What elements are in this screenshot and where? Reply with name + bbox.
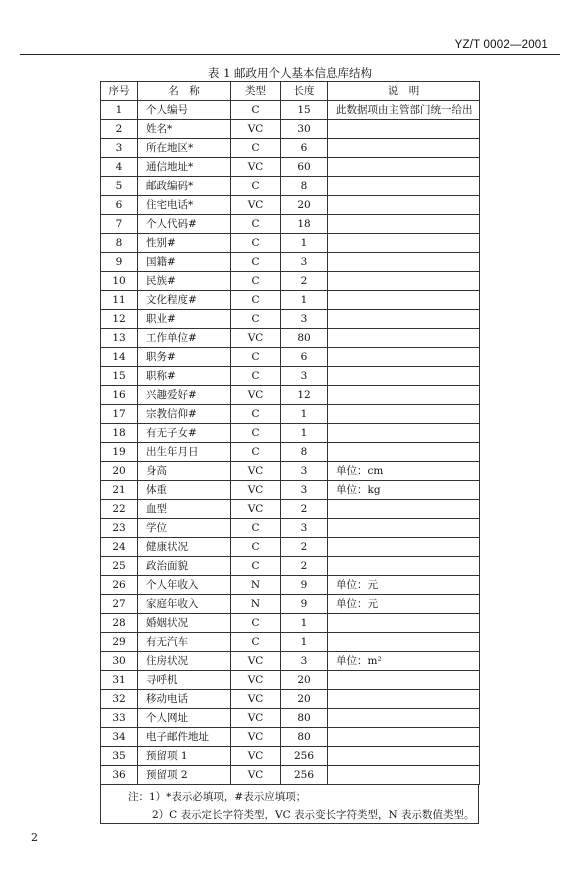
cell-description <box>328 158 480 177</box>
table-row <box>101 500 480 519</box>
cell-type: C <box>231 272 281 291</box>
cell-seq: 4 <box>101 158 138 177</box>
cell-type: VC <box>231 386 281 405</box>
cell-type: C <box>231 614 281 633</box>
cell-name: 电子邮件地址 <box>138 728 231 747</box>
cell-seq: 20 <box>101 462 138 481</box>
table-body <box>101 101 480 785</box>
cell-name: 性别# <box>138 234 231 253</box>
table-row <box>101 481 480 500</box>
cell-seq: 18 <box>101 424 138 443</box>
cell-description <box>328 253 480 272</box>
cell-seq: 31 <box>101 671 138 690</box>
cell-name: 血型 <box>138 500 231 519</box>
table-row <box>101 424 480 443</box>
cell-seq: 36 <box>101 766 138 785</box>
cell-seq: 21 <box>101 481 138 500</box>
cell-type: C <box>231 443 281 462</box>
column-header-type: 类型 <box>231 82 281 101</box>
cell-length: 256 <box>281 766 328 785</box>
cell-name: 文化程度# <box>138 291 231 310</box>
cell-description <box>328 272 480 291</box>
note-line-1: 注：1）*表示必填项，#表示应填项； <box>128 791 307 803</box>
cell-seq: 8 <box>101 234 138 253</box>
cell-length: 20 <box>281 690 328 709</box>
cell-seq: 2 <box>101 120 138 139</box>
cell-seq: 25 <box>101 557 138 576</box>
table-row <box>101 690 480 709</box>
cell-name: 体重 <box>138 481 231 500</box>
cell-length: 1 <box>281 614 328 633</box>
table-row <box>101 595 480 614</box>
header-rule <box>20 54 560 55</box>
cell-name: 职称# <box>138 367 231 386</box>
cell-type: N <box>231 595 281 614</box>
cell-seq: 9 <box>101 253 138 272</box>
cell-description <box>328 671 480 690</box>
cell-seq: 6 <box>101 196 138 215</box>
data-structure-table <box>100 81 480 785</box>
cell-length: 1 <box>281 633 328 652</box>
cell-description <box>328 120 480 139</box>
table-row <box>101 196 480 215</box>
cell-type: C <box>231 538 281 557</box>
cell-type: C <box>231 519 281 538</box>
cell-type: VC <box>231 158 281 177</box>
table-row <box>101 766 480 785</box>
cell-type: N <box>231 576 281 595</box>
cell-length: 1 <box>281 234 328 253</box>
cell-length: 18 <box>281 215 328 234</box>
cell-length: 8 <box>281 443 328 462</box>
cell-length: 60 <box>281 158 328 177</box>
table-title: 表 1 邮政用个人基本信息库结构 <box>207 66 373 80</box>
cell-type: C <box>231 291 281 310</box>
table-row <box>101 728 480 747</box>
standard-code: YZ/T 0002—2001 <box>454 39 548 51</box>
cell-name: 民族# <box>138 272 231 291</box>
cell-type: C <box>231 348 281 367</box>
cell-name: 预留项 1 <box>138 747 231 766</box>
cell-name: 个人网址 <box>138 709 231 728</box>
table-row <box>101 215 480 234</box>
table-row <box>101 158 480 177</box>
column-header-description: 说 明 <box>328 82 480 101</box>
cell-name: 个人代码# <box>138 215 231 234</box>
cell-name: 职业# <box>138 310 231 329</box>
cell-seq: 27 <box>101 595 138 614</box>
cell-description <box>328 443 480 462</box>
cell-length: 9 <box>281 595 328 614</box>
table-row <box>101 272 480 291</box>
table-row <box>101 101 480 120</box>
cell-length: 80 <box>281 709 328 728</box>
cell-name: 健康状况 <box>138 538 231 557</box>
cell-name: 通信地址* <box>138 158 231 177</box>
note-line-2: 2）C 表示定长字符类型，VC 表示变长字符类型，N 表示数值类型。 <box>152 809 475 821</box>
cell-length: 1 <box>281 291 328 310</box>
cell-description <box>328 424 480 443</box>
cell-length: 1 <box>281 424 328 443</box>
cell-length: 2 <box>281 557 328 576</box>
cell-length: 3 <box>281 481 328 500</box>
cell-type: C <box>231 310 281 329</box>
cell-name: 寻呼机 <box>138 671 231 690</box>
cell-name: 家庭年收入 <box>138 595 231 614</box>
cell-description: 单位：m² <box>328 652 480 671</box>
cell-name: 姓名* <box>138 120 231 139</box>
cell-type: C <box>231 367 281 386</box>
table-row <box>101 519 480 538</box>
cell-name: 所在地区* <box>138 139 231 158</box>
cell-length: 6 <box>281 348 328 367</box>
cell-type: VC <box>231 709 281 728</box>
cell-type: C <box>231 177 281 196</box>
cell-seq: 15 <box>101 367 138 386</box>
cell-description <box>328 310 480 329</box>
table-row <box>101 652 480 671</box>
cell-length: 3 <box>281 519 328 538</box>
cell-description <box>328 329 480 348</box>
table-row <box>101 462 480 481</box>
cell-seq: 34 <box>101 728 138 747</box>
cell-length: 1 <box>281 405 328 424</box>
cell-name: 学位 <box>138 519 231 538</box>
column-header-length: 长度 <box>281 82 328 101</box>
cell-type: C <box>231 139 281 158</box>
table-row <box>101 310 480 329</box>
cell-length: 3 <box>281 253 328 272</box>
cell-type: C <box>231 557 281 576</box>
cell-description <box>328 139 480 158</box>
table-row <box>101 747 480 766</box>
cell-length: 30 <box>281 120 328 139</box>
table-row <box>101 709 480 728</box>
cell-length: 256 <box>281 747 328 766</box>
cell-description <box>328 500 480 519</box>
cell-seq: 16 <box>101 386 138 405</box>
cell-name: 有无子女# <box>138 424 231 443</box>
cell-seq: 5 <box>101 177 138 196</box>
cell-name: 身高 <box>138 462 231 481</box>
cell-seq: 28 <box>101 614 138 633</box>
table-row <box>101 576 480 595</box>
cell-description: 单位：cm <box>328 462 480 481</box>
cell-length: 20 <box>281 196 328 215</box>
cell-length: 80 <box>281 329 328 348</box>
cell-name: 国籍# <box>138 253 231 272</box>
cell-seq: 3 <box>101 139 138 158</box>
cell-name: 出生年月日 <box>138 443 231 462</box>
table-row <box>101 329 480 348</box>
cell-name: 政治面貌 <box>138 557 231 576</box>
cell-type: VC <box>231 462 281 481</box>
table-notes <box>100 784 479 824</box>
cell-description <box>328 747 480 766</box>
cell-description <box>328 633 480 652</box>
cell-description <box>328 234 480 253</box>
table-header-row <box>101 82 480 101</box>
table-row <box>101 177 480 196</box>
cell-name: 个人编号 <box>138 101 231 120</box>
table-row <box>101 253 480 272</box>
cell-name: 邮政编码* <box>138 177 231 196</box>
cell-type: VC <box>231 329 281 348</box>
table-row <box>101 348 480 367</box>
cell-seq: 10 <box>101 272 138 291</box>
cell-seq: 23 <box>101 519 138 538</box>
cell-seq: 12 <box>101 310 138 329</box>
table-row <box>101 557 480 576</box>
cell-description <box>328 405 480 424</box>
cell-seq: 19 <box>101 443 138 462</box>
cell-type: C <box>231 424 281 443</box>
cell-seq: 30 <box>101 652 138 671</box>
table-row <box>101 234 480 253</box>
cell-type: VC <box>231 652 281 671</box>
cell-seq: 17 <box>101 405 138 424</box>
cell-seq: 29 <box>101 633 138 652</box>
table-row <box>101 443 480 462</box>
cell-seq: 13 <box>101 329 138 348</box>
column-header-name: 名 称 <box>138 82 231 101</box>
cell-type: VC <box>231 120 281 139</box>
cell-length: 3 <box>281 462 328 481</box>
cell-description <box>328 177 480 196</box>
cell-name: 兴趣爱好# <box>138 386 231 405</box>
cell-name: 宗教信仰# <box>138 405 231 424</box>
cell-length: 15 <box>281 101 328 120</box>
cell-type: VC <box>231 196 281 215</box>
cell-name: 移动电话 <box>138 690 231 709</box>
cell-description <box>328 291 480 310</box>
cell-length: 6 <box>281 139 328 158</box>
cell-description <box>328 538 480 557</box>
cell-description: 单位：元 <box>328 595 480 614</box>
cell-type: C <box>231 215 281 234</box>
cell-length: 12 <box>281 386 328 405</box>
cell-seq: 26 <box>101 576 138 595</box>
cell-type: VC <box>231 747 281 766</box>
cell-length: 2 <box>281 538 328 557</box>
cell-description <box>328 766 480 785</box>
cell-description <box>328 519 480 538</box>
cell-seq: 22 <box>101 500 138 519</box>
cell-length: 8 <box>281 177 328 196</box>
table-row <box>101 614 480 633</box>
cell-description <box>328 690 480 709</box>
table-row <box>101 367 480 386</box>
cell-type: VC <box>231 690 281 709</box>
cell-description <box>328 728 480 747</box>
cell-seq: 35 <box>101 747 138 766</box>
cell-length: 9 <box>281 576 328 595</box>
cell-name: 个人年收入 <box>138 576 231 595</box>
cell-type: C <box>231 405 281 424</box>
table-row <box>101 671 480 690</box>
page-number: 2 <box>31 831 38 844</box>
cell-name: 住宅电话* <box>138 196 231 215</box>
cell-name: 工作单位# <box>138 329 231 348</box>
cell-description: 单位：元 <box>328 576 480 595</box>
cell-description <box>328 614 480 633</box>
cell-seq: 11 <box>101 291 138 310</box>
cell-name: 住房状况 <box>138 652 231 671</box>
cell-description <box>328 196 480 215</box>
cell-seq: 1 <box>101 101 138 120</box>
cell-type: C <box>231 633 281 652</box>
cell-length: 2 <box>281 500 328 519</box>
cell-description <box>328 215 480 234</box>
cell-type: VC <box>231 671 281 690</box>
cell-length: 3 <box>281 367 328 386</box>
cell-description <box>328 709 480 728</box>
cell-description <box>328 386 480 405</box>
table-row <box>101 405 480 424</box>
cell-type: VC <box>231 728 281 747</box>
cell-type: VC <box>231 766 281 785</box>
cell-seq: 14 <box>101 348 138 367</box>
cell-length: 3 <box>281 652 328 671</box>
table-row <box>101 386 480 405</box>
cell-description <box>328 348 480 367</box>
cell-length: 2 <box>281 272 328 291</box>
cell-name: 职务# <box>138 348 231 367</box>
column-header-seq: 序号 <box>101 82 138 101</box>
cell-description <box>328 557 480 576</box>
cell-seq: 24 <box>101 538 138 557</box>
cell-type: C <box>231 101 281 120</box>
cell-name: 预留项 2 <box>138 766 231 785</box>
cell-length: 80 <box>281 728 328 747</box>
cell-description: 此数据项由主管部门统一给出 <box>328 101 480 120</box>
cell-seq: 33 <box>101 709 138 728</box>
cell-description: 单位：kg <box>328 481 480 500</box>
cell-description <box>328 367 480 386</box>
cell-type: C <box>231 253 281 272</box>
cell-seq: 32 <box>101 690 138 709</box>
table-row <box>101 291 480 310</box>
table-row <box>101 538 480 557</box>
cell-name: 有无汽车 <box>138 633 231 652</box>
cell-length: 20 <box>281 671 328 690</box>
table-row <box>101 120 480 139</box>
cell-length: 3 <box>281 310 328 329</box>
table-row <box>101 633 480 652</box>
cell-seq: 7 <box>101 215 138 234</box>
cell-name: 婚姻状况 <box>138 614 231 633</box>
cell-type: C <box>231 234 281 253</box>
cell-type: VC <box>231 500 281 519</box>
table-row <box>101 139 480 158</box>
cell-type: VC <box>231 481 281 500</box>
